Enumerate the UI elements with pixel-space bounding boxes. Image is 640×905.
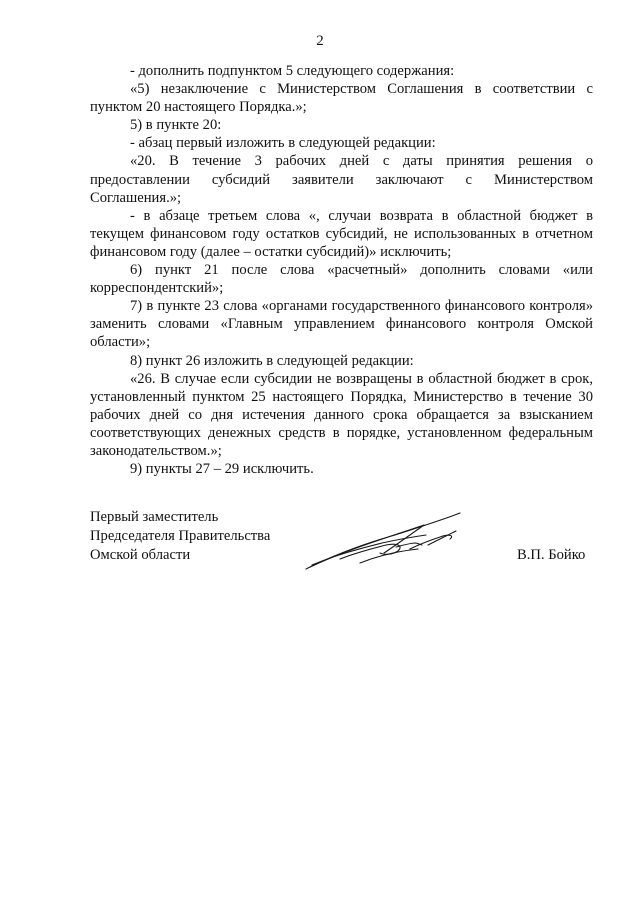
page-number: 2 (316, 33, 324, 49)
paragraph: 7) в пункте 23 слова «органами государственного финансового контроля» заменить словами «Главным управлением финансового контроля Омской области»; (90, 298, 593, 351)
paragraph: - абзац первый изложить в следующей редакции: (130, 135, 436, 152)
paragraph: «20. В течение 3 рабочих дней с даты принятия решения о предоставлении субсидий заявители заключают с Министерством Соглашения.»; (90, 153, 593, 206)
signatory-position-line: Омской области (90, 547, 191, 563)
paragraph: 5) в пункте 20: (130, 117, 222, 134)
paragraph: - дополнить подпунктом 5 следующего содержания: (130, 63, 455, 79)
signatory-position-line: Первый заместитель (90, 509, 219, 525)
paragraph: 6) пункт 21 после слова «расчетный» дополнить словами «или корреспондентский»; (90, 262, 593, 297)
signatory-name: В.П. Бойко (517, 547, 586, 563)
paragraph: 9) пункты 27 – 29 исключить. (130, 461, 314, 478)
handwritten-signature (300, 505, 470, 575)
paragraph: «5) незаключение с Министерством Соглашения в соответствии с пунктом 20 настоящего Порядка.»; (90, 81, 593, 116)
signatory-position-line: Председателя Правительства (90, 528, 271, 544)
document-body (90, 62, 593, 478)
paragraph: - в абзаце третьем слова «, случаи возврата в областной бюджет в текущем финансовом году остатков субсидий, не использованных в отчетном финансовом году (далее – остатки субсидий)» исключить; (90, 207, 593, 260)
paragraph: 8) пункт 26 изложить в следующей редакции: (130, 352, 414, 369)
paragraph: «26. В случае если субсидии не возвращены в областной бюджет в срок, установленный пунктом 25 настоящего Порядка, Министерство в течение 30 рабочих дней со дня истечения данного срока обращается за взысканием соответствующих денежных средств в порядке, установленном федеральным законодательством.»; (90, 370, 593, 459)
